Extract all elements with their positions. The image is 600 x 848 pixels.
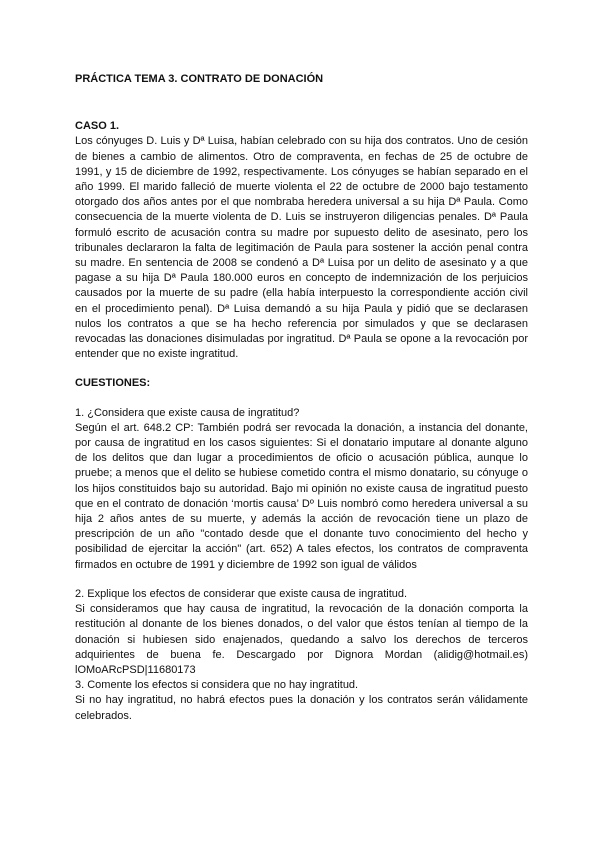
answer-1: Según el art. 648.2 CP: También podrá ser revocada la donación, a instancia del donante, por causa de ingratitud en los casos siguientes: Si el donatario imputare al donante alguno de los delitos que dan lugar a procedimientos de oficio o acusación pública, aunque lo pruebe; a menos que el delito se hubiese cometido contra el mismo donatario, su cónyuge o los hijos constituidos bajo su autoridad. Bajo mi opinión no existe causa de ingratitud puesto que en el contrato de donación ‘mortis causa’ Dº Luis nombró como heredera universal a su hija 2 años antes de su muerte, y además la acción de revocación tiene un plazo de prescripción de un año "contado desde que el donante tuvo conocimiento del hecho y posibilidad de ejercitar la acción" (art. 652) A tales efectos, los contratos de compraventa firmados en octubre de 1991 y diciembre de 1992 son igual de válidos xyxy=(75,421,528,571)
document-title: PRÁCTICA TEMA 3. CONTRATO DE DONACIÓN xyxy=(75,73,324,85)
answer-3: Si no hay ingratitud, no habrá efectos pues la donación y los contratos serán válidamente celebrados. xyxy=(75,694,528,722)
question-2: 2. Explique los efectos de considerar que existe causa de ingratitud. xyxy=(75,587,408,600)
questions-heading: CUESTIONES: xyxy=(75,377,151,390)
case-heading: CASO 1. xyxy=(75,120,120,133)
question-1: 1. ¿Considera que existe causa de ingratitud? xyxy=(75,406,300,419)
case-text: Los cónyuges D. Luis y Dª Luisa, habían celebrado con su hija dos contratos. Uno de cesión de bienes a cambio de alimentos. Otro de compraventa, en fechas de 25 de octubre de 1991, y 15 de diciembre de 1992, respectivamente. Los cónyuges se habían separado en el año 1999. El marido falleció de muerte violenta el 22 de octubre de 2000 bajo testamento otorgado dos años antes por el que nombraba heredera universal a su hija Dª Paula. Como consecuencia de la muerte violenta de D. Luis se instruyeron diligencias penales. Dª Paula formuló escrito de acusación contra su madre por supuesto delito de asesinato, pero los tribunales declararon la falta de legitimación de Paula para sostener la acción penal contra su madre. En sentencia de 2008 se condenó a Dª Luisa por un delito de asesinato y a que pagase a su hija Dª Paula 180.000 euros en concepto de indemnización de los perjuicios causados por la muerte de su padre (ella había interpuesto la correspondiente acción civil en el procedimiento penal). Dª Luisa demandó a su hija Paula y pidió que se declarasen nulos los contratos a que se ha hecho referencia por simulados y que se declarasen revocadas las donaciones disimuladas por ingratitud. Dª Paula se opone a la revocación por entender que no existe ingratitud. xyxy=(75,135,528,361)
question-3: 3. Comente los efectos si considera que no hay ingratitud. xyxy=(75,679,359,692)
answer-2: Si consideramos que hay causa de ingratitud, la revocación de la donación comporta la restitución al donante de los bienes donados, o del valor que éstos tenían al tiempo de la donación si hubiesen sido enajenados, quedando a salvo los derechos de terceros adquirientes de buena fe. Descargado por Dignora Mordan (alidig@hotmail.es) lOMoARcPSD|11680173 xyxy=(75,603,528,676)
